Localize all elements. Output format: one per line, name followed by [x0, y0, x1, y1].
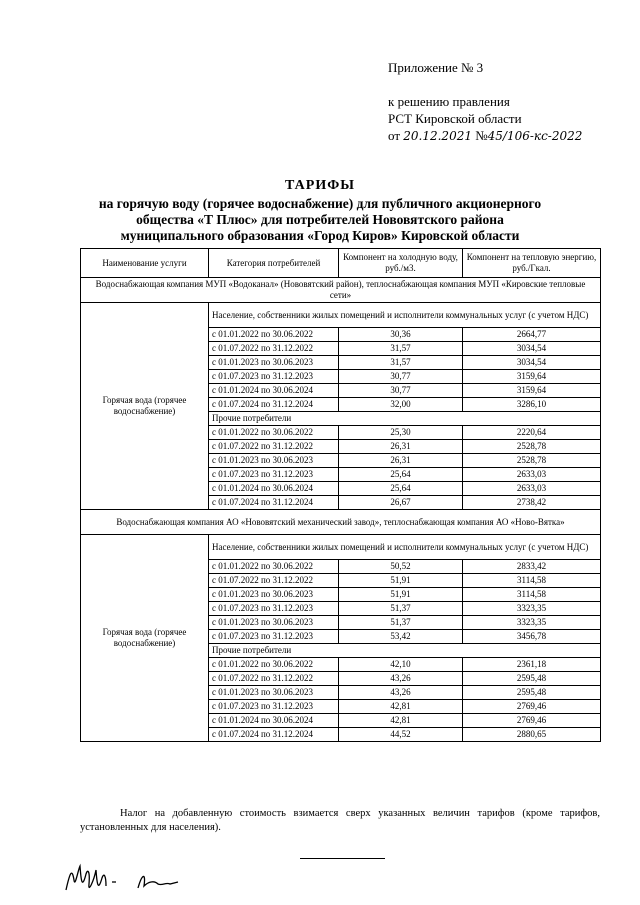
heat-energy-value: 3114,58 [463, 588, 601, 602]
cold-water-value: 30,77 [339, 370, 463, 384]
cold-water-value: 51,91 [339, 588, 463, 602]
header-cold-component: Компонент на холодную воду, руб./м3. [339, 249, 463, 278]
decision-block [388, 93, 582, 145]
period-cell: с 01.01.2024 по 30.06.2024 [209, 384, 339, 398]
cold-water-value: 25,30 [339, 426, 463, 440]
heat-energy-value: 2633,03 [463, 468, 601, 482]
service-name: Горячая вода (горячее водоснабжение) [81, 535, 209, 742]
period-cell: с 01.01.2022 по 30.06.2022 [209, 328, 339, 342]
period-cell: с 01.07.2022 по 31.12.2022 [209, 574, 339, 588]
cold-water-value: 51,91 [339, 574, 463, 588]
cold-water-value: 51,37 [339, 616, 463, 630]
cold-water-value: 53,42 [339, 630, 463, 644]
heat-energy-value: 2595,48 [463, 672, 601, 686]
document-title: ТАРИФЫ [285, 178, 355, 193]
subtitle-line: общества «Т Плюс» для потребителей Нововятского района [136, 212, 504, 227]
period-cell: с 01.07.2022 по 31.12.2022 [209, 672, 339, 686]
period-cell: с 01.07.2024 по 31.12.2024 [209, 728, 339, 742]
period-cell: с 01.07.2022 по 31.12.2022 [209, 440, 339, 454]
decision-line-2: РСТ Кировской области [388, 111, 522, 126]
period-cell: с 01.07.2023 по 31.12.2023 [209, 602, 339, 616]
heat-energy-value: 2528,78 [463, 454, 601, 468]
consumer-category: Прочие потребители [209, 412, 601, 426]
header-category: Категория потребителей [209, 249, 339, 278]
heat-energy-value: 2664,77 [463, 328, 601, 342]
category-row [81, 535, 601, 560]
from-label: от [388, 128, 401, 143]
period-cell: с 01.01.2022 по 30.06.2022 [209, 560, 339, 574]
attachment-label: Приложение № 3 [388, 60, 484, 75]
subtitle-line: муниципального образования «Город Киров» Кировской области [120, 228, 520, 243]
cold-water-value: 26,67 [339, 496, 463, 510]
tariff-body [81, 278, 601, 742]
heat-energy-value: 2220,64 [463, 426, 601, 440]
number-label: № [475, 128, 488, 143]
heat-energy-value: 3159,64 [463, 370, 601, 384]
cold-water-value: 25,64 [339, 468, 463, 482]
cold-water-value: 32,00 [339, 398, 463, 412]
period-cell: с 01.07.2023 по 31.12.2023 [209, 468, 339, 482]
heat-energy-value: 2833,42 [463, 560, 601, 574]
period-cell: с 01.01.2023 по 30.06.2023 [209, 616, 339, 630]
period-cell: с 01.01.2023 по 30.06.2023 [209, 686, 339, 700]
period-cell: с 01.07.2023 по 31.12.2023 [209, 700, 339, 714]
cold-water-value: 51,37 [339, 602, 463, 616]
cold-water-value: 30,36 [339, 328, 463, 342]
cold-water-value: 25,64 [339, 482, 463, 496]
heat-energy-value: 2595,48 [463, 686, 601, 700]
heat-energy-value: 3286,10 [463, 398, 601, 412]
cold-water-value: 42,81 [339, 700, 463, 714]
period-cell: с 01.07.2024 по 31.12.2024 [209, 398, 339, 412]
consumer-category: Население, собственники жилых помещений и исполнители коммунальных услуг (с учетом НДС) [209, 535, 601, 560]
period-cell: с 01.01.2023 по 30.06.2023 [209, 588, 339, 602]
heat-energy-value: 3159,64 [463, 384, 601, 398]
vat-note: Налог на добавленную стоимость взимается сверх указанных величин тарифов (кроме тарифов, установленных для населения). [80, 808, 600, 833]
cold-water-value: 30,77 [339, 384, 463, 398]
tariff-table [80, 248, 601, 742]
cold-water-value: 26,31 [339, 454, 463, 468]
period-cell: с 01.01.2022 по 30.06.2022 [209, 426, 339, 440]
decision-line-1: к решению правления [388, 94, 510, 109]
cold-water-value: 42,10 [339, 658, 463, 672]
header-service: Наименование услуги [81, 249, 209, 278]
handwritten-signature [62, 860, 202, 900]
cold-water-value: 43,26 [339, 672, 463, 686]
decision-date: 20.12.2021 [403, 129, 472, 143]
period-cell: с 01.07.2023 по 31.12.2023 [209, 370, 339, 384]
heat-energy-value: 3456,78 [463, 630, 601, 644]
period-cell: с 01.01.2023 по 30.06.2023 [209, 356, 339, 370]
period-cell: с 01.01.2024 по 30.06.2024 [209, 482, 339, 496]
heat-energy-value: 3323,35 [463, 616, 601, 630]
decision-date-number [388, 127, 582, 145]
period-cell: с 01.07.2022 по 31.12.2022 [209, 342, 339, 356]
heat-energy-value: 2633,03 [463, 482, 601, 496]
period-cell: с 01.01.2023 по 30.06.2023 [209, 454, 339, 468]
subtitle-line: на горячую воду (горячее водоснабжение) для публичного акционерного [98, 196, 542, 211]
document-subtitle [50, 196, 590, 244]
period-cell: с 01.01.2022 по 30.06.2022 [209, 658, 339, 672]
section-title: Водоснабжающая компания МУП «Водоканал» (Нововятский район), теплоснабжающая компания МУП «Кировские тепловые сети» [81, 278, 601, 303]
heat-energy-value: 2769,46 [463, 700, 601, 714]
heat-energy-value: 3034,54 [463, 356, 601, 370]
heat-energy-value: 2769,46 [463, 714, 601, 728]
cold-water-value: 31,57 [339, 356, 463, 370]
cold-water-value: 44,52 [339, 728, 463, 742]
cold-water-value: 31,57 [339, 342, 463, 356]
period-cell: с 01.07.2024 по 31.12.2024 [209, 496, 339, 510]
heat-energy-value: 2361,18 [463, 658, 601, 672]
heat-energy-value: 3114,58 [463, 574, 601, 588]
section-title: Водоснабжающая компания АО «Нововятский механический завод», теплоснабжающая компания АО «Ново-Вятка» [81, 510, 601, 535]
heat-energy-value: 2528,78 [463, 440, 601, 454]
cold-water-value: 50,52 [339, 560, 463, 574]
heat-energy-value: 2880,65 [463, 728, 601, 742]
period-cell: с 01.07.2023 по 31.12.2023 [209, 630, 339, 644]
divider-line [300, 858, 385, 859]
cold-water-value: 42,81 [339, 714, 463, 728]
header-heat-component: Компонент на тепловую энергию, руб./Гкал. [463, 249, 601, 278]
period-cell: с 01.01.2024 по 30.06.2024 [209, 714, 339, 728]
consumer-category: Прочие потребители [209, 644, 601, 658]
table-header-row [81, 249, 601, 278]
cold-water-value: 26,31 [339, 440, 463, 454]
section-title-row [81, 278, 601, 303]
cold-water-value: 43,26 [339, 686, 463, 700]
decision-number: 45/106-кс-2022 [487, 129, 583, 143]
consumer-category: Население, собственники жилых помещений и исполнители коммунальных услуг (с учетом НДС) [209, 303, 601, 328]
heat-energy-value: 3323,35 [463, 602, 601, 616]
service-name: Горячая вода (горячее водоснабжение) [81, 303, 209, 510]
category-row [81, 303, 601, 328]
heat-energy-value: 2738,42 [463, 496, 601, 510]
heat-energy-value: 3034,54 [463, 342, 601, 356]
section-title-row [81, 510, 601, 535]
